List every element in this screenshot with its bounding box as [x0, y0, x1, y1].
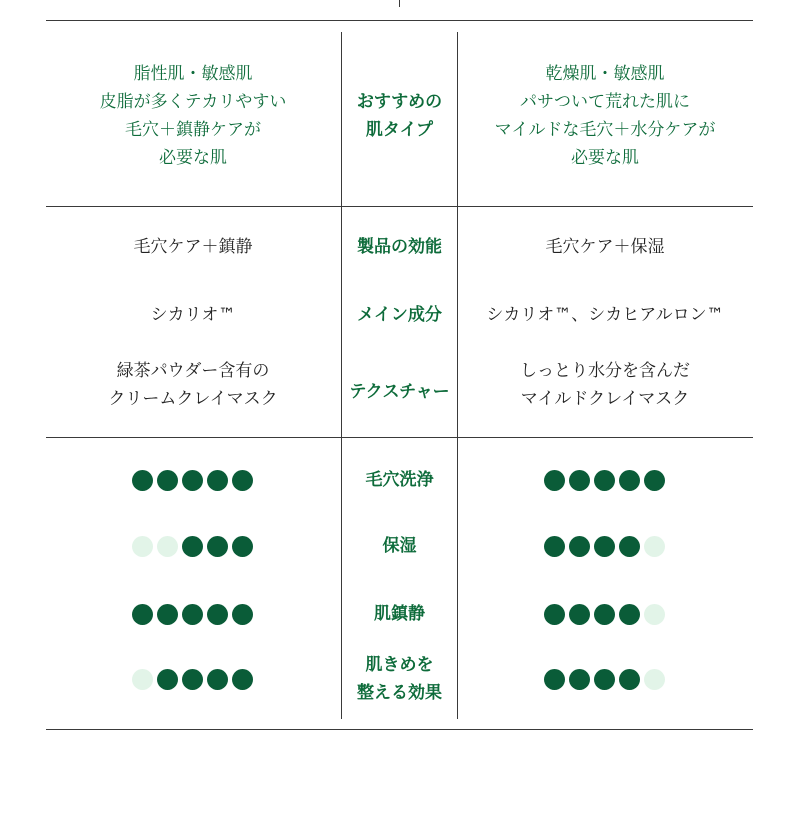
rating-dot-empty [644, 604, 665, 625]
rating-dot-filled [132, 604, 153, 625]
rating-dots-moisture-right [544, 536, 665, 557]
rating-dots-moisture-left [132, 536, 253, 557]
rating-dot-filled [544, 604, 565, 625]
rating-dot-filled [182, 470, 203, 491]
rating-dot-empty [132, 536, 153, 557]
rating-dot-filled [157, 470, 178, 491]
top-tick [399, 0, 400, 7]
rating-dot-filled [157, 669, 178, 690]
rating-dot-filled [594, 536, 615, 557]
rating-dot-filled [594, 669, 615, 690]
rating-dot-filled [232, 669, 253, 690]
skin-type-label: おすすめの 肌タイプ [356, 92, 443, 140]
rating-dot-empty [644, 669, 665, 690]
rating-dots-pore-left [132, 470, 253, 491]
rating-dot-filled [182, 669, 203, 690]
rating-dot-filled [619, 470, 640, 491]
rating-dot-filled [544, 669, 565, 690]
efficacy-label: 製品の効能 [357, 237, 442, 257]
rating-label-texture: 肌きめを 整える効果 [357, 655, 442, 703]
efficacy-left: 毛穴ケア＋鎮静 [133, 237, 253, 257]
rating-dot-filled [182, 604, 203, 625]
rating-dot-filled [569, 604, 590, 625]
texture-right: しっとり水分を含んだ マイルドクレイマスク [520, 361, 690, 409]
rating-dot-empty [157, 536, 178, 557]
texture-left: 緑茶パウダー含有の クリームクレイマスク [108, 361, 278, 409]
skin-type-left: 脂性肌・敏感肌 皮脂が多くテカリやすい 毛穴＋鎮静ケアが 必要な肌 [99, 64, 287, 168]
rating-dot-filled [594, 470, 615, 491]
rating-dots-texture-left [132, 669, 253, 690]
rating-dot-filled [619, 669, 640, 690]
rating-dot-filled [232, 536, 253, 557]
ingredient-left: シカリオ™ [150, 305, 236, 325]
efficacy-right: 毛穴ケア＋保湿 [545, 237, 665, 257]
skin-type-right: 乾燥肌・敏感肌 パサついて荒れた肌に マイルドな毛穴＋水分ケアが 必要な肌 [494, 64, 716, 168]
texture-label: テクスチャー [349, 382, 450, 402]
rating-dot-filled [207, 604, 228, 625]
rating-label-pore: 毛穴洗浄 [365, 470, 434, 490]
rating-dot-filled [569, 669, 590, 690]
rating-dot-filled [207, 669, 228, 690]
ingredient-right: シカリオ™、シカヒアルロン™ [486, 305, 724, 325]
rating-dot-filled [544, 470, 565, 491]
rating-label-soothing: 肌鎮静 [374, 604, 425, 624]
divider-1 [46, 206, 753, 207]
divider-top [46, 20, 753, 21]
rating-dot-filled [569, 536, 590, 557]
rating-dots-pore-right [544, 470, 665, 491]
divider-2 [46, 437, 753, 438]
rating-dot-filled [157, 604, 178, 625]
rating-dot-filled [207, 536, 228, 557]
rating-dot-empty [644, 536, 665, 557]
rating-dots-soothing-left [132, 604, 253, 625]
rating-dot-filled [232, 604, 253, 625]
rating-dots-soothing-right [544, 604, 665, 625]
rating-dot-filled [619, 536, 640, 557]
rating-label-moisture: 保湿 [382, 536, 417, 556]
rating-dot-filled [594, 604, 615, 625]
rating-dot-filled [644, 470, 665, 491]
rating-dot-filled [619, 604, 640, 625]
rating-dot-filled [569, 470, 590, 491]
rating-dots-texture-right [544, 669, 665, 690]
rating-dot-filled [132, 470, 153, 491]
divider-bottom [46, 729, 753, 730]
rating-dot-filled [232, 470, 253, 491]
rating-dot-filled [207, 470, 228, 491]
rating-dot-filled [544, 536, 565, 557]
rating-dot-empty [132, 669, 153, 690]
ingredient-label: メイン成分 [357, 305, 442, 325]
rating-dot-filled [182, 536, 203, 557]
